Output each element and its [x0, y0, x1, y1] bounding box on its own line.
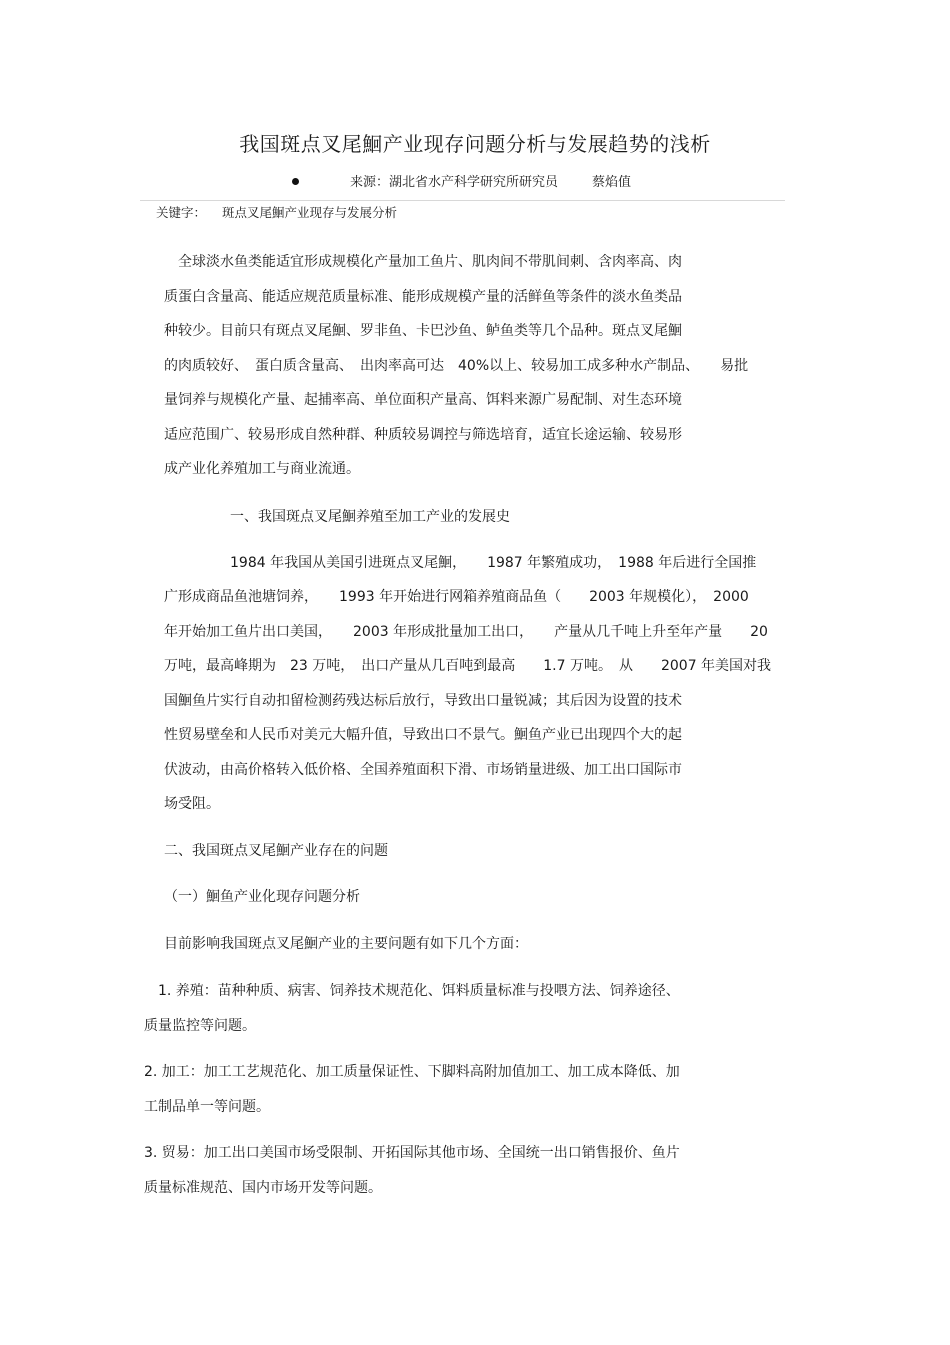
keywords-value: 斑点叉尾鮰产业现存与发展分析 [222, 205, 398, 220]
subsection-heading: （一）鮰鱼产业化现存问题分析 [164, 889, 360, 905]
keywords-line [156, 203, 397, 221]
list-item-cont: 质量监控等问题。 [144, 1018, 256, 1034]
section1-line: 场受阻。 [164, 796, 220, 812]
intro-line: 的肉质较好、 蛋白质含量高、 出肉率高可达 40%以上、较易加工成多种水产制品、 易批 [164, 358, 749, 374]
intro-line: 适应范围广、较易形成自然种群、种质较易调控与筛选培育，适宜长途运输、较易形 [164, 427, 682, 443]
section1-line: 伏波动，由高价格转入低价格、全国养殖面积下滑、市场销量进级、加工出口国际市 [164, 762, 682, 778]
section2-lead: 目前影响我国斑点叉尾鮰产业的主要问题有如下几个方面： [164, 936, 528, 952]
keywords-label: 关键字： [156, 205, 207, 220]
section1-line: 广形成商品鱼池塘饲养， 1993 年开始进行网箱养殖商品鱼（ 2003 年规模化）， 2000 [164, 589, 749, 605]
section1-line: 年开始加工鱼片出口美国， 2003 年形成批量加工出口， 产量从几千吨上升至年产量 20 [164, 624, 768, 640]
intro-line: 质蛋白含量高、能适应规范质量标准、能形成规模产量的活鲜鱼等条件的淡水鱼类品 [164, 289, 682, 305]
section-heading: 一、我国斑点叉尾鮰养殖至加工产业的发展史 [230, 509, 510, 525]
list-item: 1. 养殖：苗种种质、病害、饲养技术规范化、饵料质量标准与投喂方法、饲养途径、 [158, 983, 680, 999]
section1-line: 万吨，最高峰期为 23 万吨， 出口产量从几百吨到最高 1.7 万吨。 从 2007 年美国对我 [164, 658, 772, 674]
source-label: 来源：湖北省水产科学研究所研究员 [350, 175, 559, 190]
page-title: 我国斑点叉尾鮰产业现存问题分析与发展趋势的浅析 [239, 132, 711, 156]
list-item: 3. 贸易：加工出口美国市场受限制、开拓国际其他市场、全国统一出口销售报价、鱼片 [144, 1145, 680, 1161]
intro-line: 成产业化养殖加工与商业流通。 [164, 461, 360, 477]
intro-line: 全球淡水鱼类能适宜形成规模化产量加工鱼片、肌肉间不带肌间刺、含肉率高、肉 [178, 254, 682, 270]
source-author: 蔡焰值 [592, 175, 632, 190]
section1-line: 国鮰鱼片实行自动扣留检测药残达标后放行，导致出口量锐减；其后因为设置的技术 [164, 693, 682, 709]
list-item: 2. 加工：加工工艺规范化、加工质量保证性、下脚料高附加值加工、加工成本降低、加 [144, 1064, 680, 1080]
intro-line: 量饲养与规模化产量、起捕率高、单位面积产量高、饵料来源广易配制、对生态环境 [164, 392, 682, 408]
source-line [350, 171, 631, 190]
bullet-dot-icon [292, 178, 299, 185]
header-divider [140, 200, 785, 201]
section1-line: 1984 年我国从美国引进斑点叉尾鮰， 1987 年繁殖成功， 1988 年后进行全国推 [230, 555, 757, 571]
intro-line: 种较少。目前只有斑点叉尾鮰、罗非鱼、卡巴沙鱼、鲈鱼类等几个品种。斑点叉尾鮰 [164, 323, 682, 339]
section1-line: 性贸易壁垒和人民币对美元大幅升值，导致出口不景气。鮰鱼产业已出现四个大的起 [164, 727, 682, 743]
list-item-cont: 质量标准规范、国内市场开发等问题。 [144, 1180, 382, 1196]
section-heading: 二、我国斑点叉尾鮰产业存在的问题 [164, 843, 388, 859]
list-item-cont: 工制品单一等问题。 [144, 1099, 270, 1115]
